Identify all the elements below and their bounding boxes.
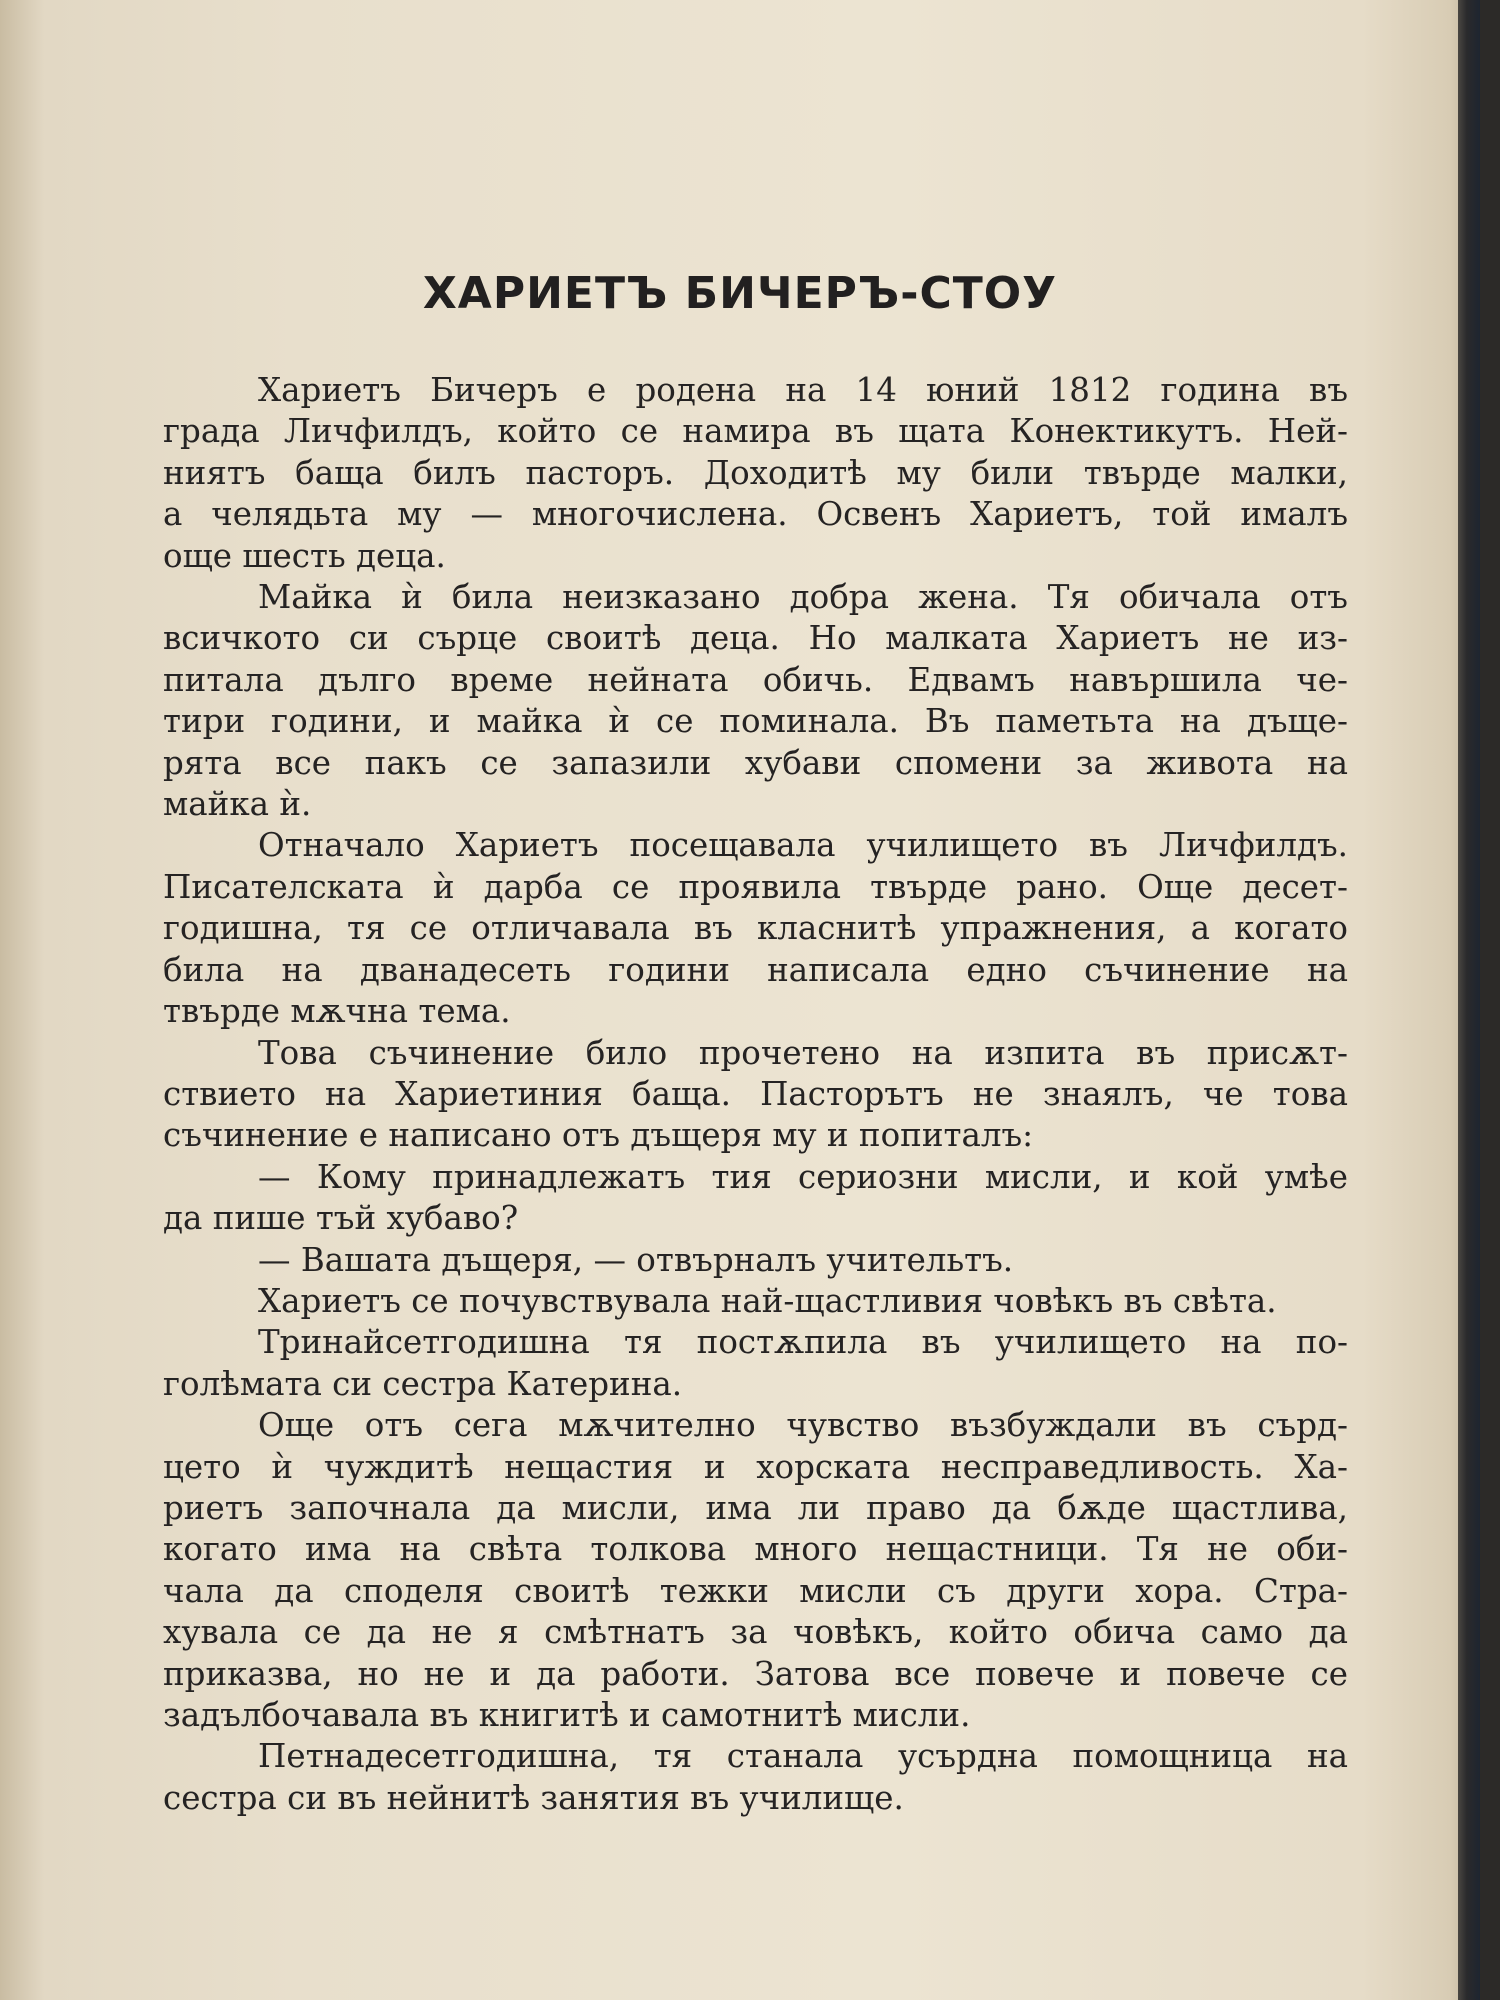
paragraph (163, 577, 1348, 825)
text-line: съчинение е написано отъ дъщеря му и попиталъ: (163, 1116, 1034, 1155)
paragraph (163, 1405, 1348, 1736)
text-line: да пише тъй хубаво? (163, 1199, 519, 1238)
text-line: Още отъ сега мѫчително чувство възбуждали въ сърд- (258, 1406, 1348, 1445)
body-text (163, 370, 1348, 1819)
text-line: майка ѝ. (163, 785, 312, 824)
text-line: годишна, тя се отличавала въ класнитѣ упражнения, а когато (163, 909, 1348, 948)
text-line: голѣмата си сестра Катерина. (163, 1364, 683, 1403)
paragraph (163, 1281, 1348, 1322)
text-line: а челядьта му — многочислена. Освенъ Хариетъ, той ималъ (163, 495, 1348, 534)
text-line: Хариетъ Бичеръ е родена на 14 юний 1812 година въ (258, 371, 1348, 409)
paragraph (163, 1157, 1348, 1240)
text-line: сестра си въ нейнитѣ занятия въ училище. (163, 1778, 904, 1817)
text-line: Майка ѝ била неизказано добра жена. Тя обичала отъ (258, 578, 1348, 617)
text-line: Писателската ѝ дарба се проявила твърде рано. Още десет- (163, 867, 1348, 906)
text-line: когато има на свѣта толкова много нещастници. Тя не оби- (163, 1530, 1348, 1569)
paragraph (163, 1033, 1348, 1157)
text-line: ствието на Хариетиния баща. Пасторътъ не знаялъ, че това (163, 1074, 1348, 1113)
paragraph (163, 1240, 1348, 1281)
text-line: риетъ започнала да мисли, има ли право да бѫде щастлива, (163, 1488, 1348, 1527)
paragraph (163, 1736, 1348, 1819)
text-line: — Кому принадлежатъ тия сериозни мисли, и кой умѣе (258, 1157, 1348, 1196)
text-line: Петнадесетгодишна, тя станала усърдна помощница на (258, 1737, 1348, 1776)
text-line: ниятъ баща билъ пасторъ. Доходитѣ му били твърде малки, (163, 453, 1348, 492)
text-line: била на дванадесеть години написала едно съчинение на (163, 950, 1348, 989)
text-line: Хариетъ се почувствувала най-щастливия човѣкъ въ свѣта. (258, 1281, 1277, 1320)
text-line: тири години, и майка ѝ се поминала. Въ паметьта на дъще- (163, 702, 1348, 741)
text-line: всичкото си сърце своитѣ деца. Но малката Хариетъ не из- (163, 619, 1348, 658)
text-line: хувала се да не я смѣтнатъ за човѣкъ, който обича само да (163, 1613, 1348, 1652)
text-line: Тринайсетгодишна тя постѫпила въ училището на по- (258, 1323, 1348, 1362)
text-line: твърде мѫчна тема. (163, 992, 511, 1031)
text-line: още шесть деца. (163, 536, 446, 575)
book-spine-edge (1458, 0, 1480, 2000)
paragraph (163, 1322, 1348, 1405)
paragraph (163, 825, 1348, 1032)
paragraph (163, 370, 1348, 577)
chapter-title: ХАРИЕТЪ БИЧЕРЪ-СТОУ (422, 268, 1058, 319)
text-line: Отначало Хариетъ посещавала училището въ Личфилдъ. (258, 826, 1348, 865)
text-line: цето ѝ чуждитѣ нещастия и хорската несправедливость. Ха- (163, 1447, 1348, 1486)
text-line: задълбочавала въ книгитѣ и самотнитѣ мисли. (163, 1696, 971, 1734)
text-line: питала дълго време нейната обичь. Едвамъ навършила че- (163, 660, 1348, 699)
text-line: Това съчинение било прочетено на изпита въ присѫт- (258, 1033, 1348, 1072)
text-line: — Вашата дъщеря, — отвърналъ учительтъ. (258, 1240, 1014, 1279)
text-line: приказва, но не и да работи. Затова все повече и повече се (163, 1654, 1348, 1693)
text-line: чала да споделя своитѣ тежки мисли съ други хора. Стра- (163, 1571, 1348, 1610)
text-line: града Личфилдъ, който се намира въ щата Конектикутъ. Ней- (163, 412, 1348, 451)
text-line: рята все пакъ се запазили хубави спомени за живота на (163, 743, 1348, 782)
